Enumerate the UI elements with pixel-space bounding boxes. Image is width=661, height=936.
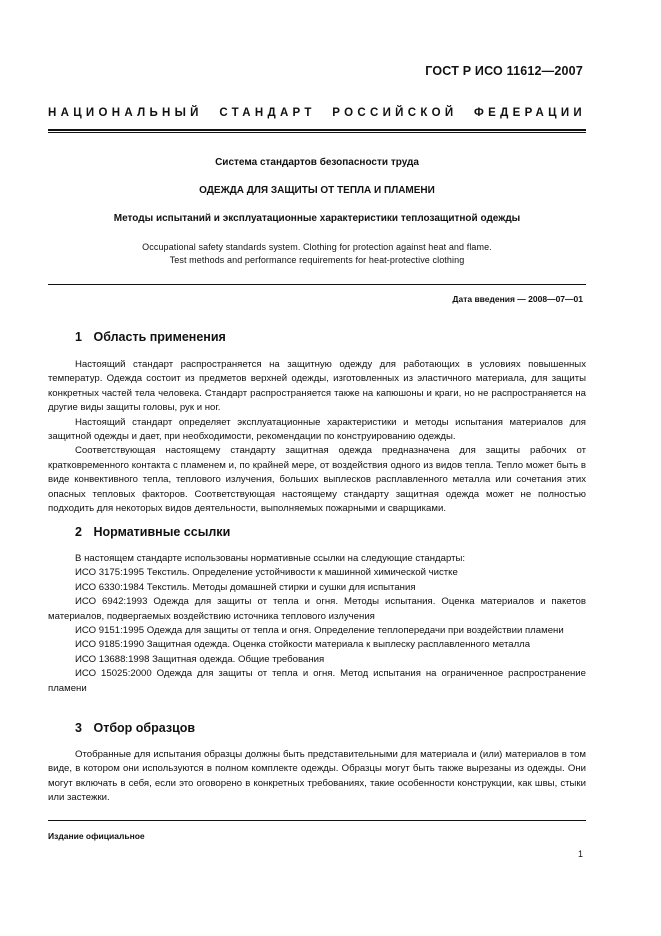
- reference-item: ИСО 6942:1993 Одежда для защиты от тепла и огня. Методы испытания. Оценка материалов и пакетов материалов, подвергаемых воздействию источника теплового излучения: [48, 596, 586, 622]
- section-title: Нормативные ссылки: [93, 525, 231, 539]
- english-title-line-1: Occupational safety standards system. Clothing for protection against heat and flame.: [142, 242, 492, 252]
- section-3-heading: [75, 721, 195, 735]
- section-3-body: [48, 748, 586, 806]
- section-number: 2: [75, 525, 82, 539]
- reference-item: ИСО 9185:1990 Защитная одежда. Оценка стойкости материала к выплеску расплавленного металла: [75, 639, 531, 651]
- header-rule-thick: [48, 129, 586, 131]
- title-rule: [48, 284, 586, 285]
- footer-rule: [48, 820, 586, 821]
- national-standard-banner: НАЦИОНАЛЬНЫЙ СТАНДАРТ РОССИЙСКОЙ ФЕДЕРАЦИИ: [48, 107, 586, 119]
- paragraph: Настоящий стандарт определяет эксплуатационные характеристики и методы испытания материалов для защитной одежды и дает, при необходимости, рекомендации по конструированию одежды.: [48, 416, 586, 443]
- section-title: Отбор образцов: [93, 721, 196, 735]
- paragraph: Настоящий стандарт распространяется на защитную одежду для работающих в условиях повышенных температур. Одежда состоит из предметов верхней одежды, изготовленных из эластичного материала, для защиты конкретных частей тела человека. Стандарт распространяется также на капюшоны и краги, но не распространяется на другие виды защиты головы, рук и ног.: [48, 359, 586, 414]
- reference-item: ИСО 6330:1984 Текстиль. Методы домашней стирки и сушки для испытания: [75, 581, 416, 593]
- page-number: 1: [577, 849, 583, 859]
- standards-system-title: Система стандартов безопасности труда: [215, 157, 419, 168]
- paragraph: Отобранные для испытания образцы должны быть представительными для материала и (или) материалов в том виде, в котором они используются в полном комплекте одежды. Образцы могут быть также вырезаны из одежды. Они могут включать в себя, если это оговорено в конкретных требованиях, такие особенности конструкции, как швы, стыки или застежки.: [48, 749, 586, 804]
- english-title-line-2: Test methods and performance requirements for heat-protective clothing: [169, 255, 465, 265]
- paragraph: В настоящем стандарте использованы нормативные ссылки на следующие стандарты:: [75, 553, 466, 564]
- section-title: Область применения: [93, 330, 226, 344]
- publication-note: Издание официальное: [48, 831, 145, 841]
- reference-item: ИСО 13688:1998 Защитная одежда. Общие требования: [75, 653, 325, 665]
- document-title: ОДЕЖДА ДЛЯ ЗАЩИТЫ ОТ ТЕПЛА И ПЛАМЕНИ: [199, 185, 435, 196]
- paragraph: Соответствующая настоящему стандарту защитная одежда предназначена для защиты рабочих от кратковременного контакта с пламенем и, по крайней мере, от воздействия одного из видов тепла. Тепло может быть в виде конвективного тепла, теплового излучения, больших выплесков расплавленного металла или сочетания этих опасных тепловых факторов. Соответствующая настоящему стандарту защитная одежда может не полностью подходить для некоторых видов деятельности, выполняемых пожарными и сварщиками.: [48, 445, 586, 515]
- section-1-body: [48, 358, 586, 516]
- section-2-heading: [75, 525, 230, 539]
- section-number: 3: [75, 721, 82, 735]
- document-code: ГОСТ Р ИСО 11612—2007: [425, 64, 583, 78]
- section-number: 1: [75, 330, 82, 344]
- section-2-body: [48, 552, 586, 696]
- reference-item: ИСО 3175:1995 Текстиль. Определение устойчивости к машинной химической чистке: [75, 567, 458, 579]
- reference-item: ИСО 15025:2000 Одежда для защиты от тепла и огня. Метод испытания на ограниченное распространение пламени: [48, 668, 586, 694]
- section-1-heading: [75, 330, 226, 344]
- header-rule-thin: [48, 132, 586, 133]
- introduction-date: Дата введения — 2008—07—01: [452, 294, 583, 304]
- reference-item: ИСО 9151:1995 Одежда для защиты от тепла и огня. Определение теплопередачи при воздействии пламени: [75, 625, 564, 637]
- document-subtitle: Методы испытаний и эксплуатационные характеристики теплозащитной одежды: [113, 213, 521, 224]
